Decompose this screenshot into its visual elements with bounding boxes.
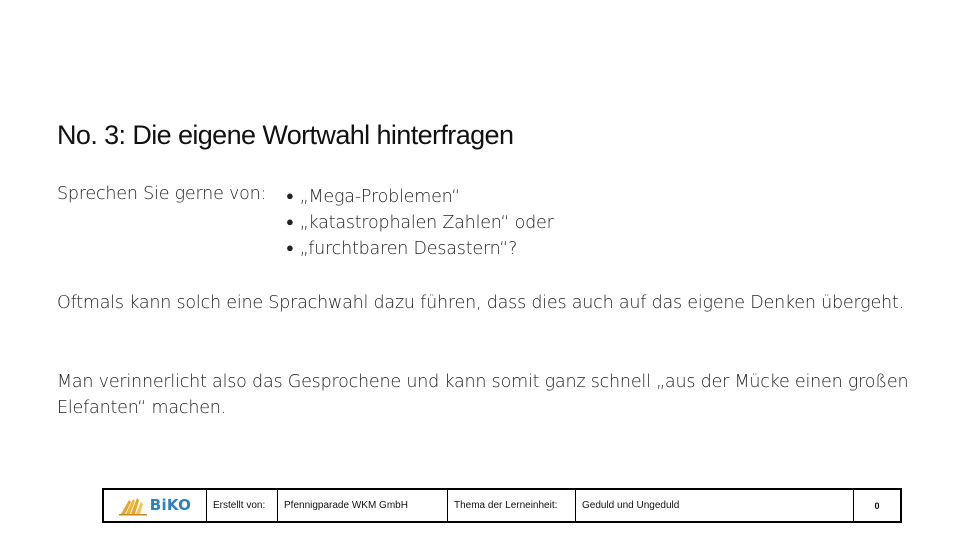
topic-value: Geduld und Ungeduld (576, 490, 854, 521)
paragraph-2: Man verinnerlicht also das Gesprochene und kann somit ganz schnell „aus der Mücke einen großen Elefanten“ machen. (57, 372, 909, 418)
paragraph-1: Oftmals kann solch eine Sprachwahl dazu führen, dass dies auch auf das eigene Denken übergeht. (57, 293, 904, 313)
bullet-item (286, 210, 554, 236)
bullet-text: „katastrophalen Zahlen“ oder (299, 213, 554, 233)
created-by-value: Pfennigparade WKM GmbH (278, 490, 448, 521)
bullet-dot-icon: ● (286, 189, 294, 204)
biko-logo (119, 496, 191, 516)
bullet-text: „furchtbaren Desastern“? (299, 239, 518, 259)
biko-logo-wordmark (150, 498, 191, 513)
bullet-dot-icon: ● (286, 215, 294, 230)
bullet-list (286, 184, 554, 262)
logo-text: BiKO (149, 496, 192, 514)
bullet-text: „Mega-Problemen“ (299, 187, 461, 207)
bullet-dot-icon: ● (286, 241, 294, 256)
footer-bar (102, 488, 902, 523)
slide-title: No. 3: Die eigene Wortwahl hinterfragen (57, 120, 514, 150)
topic-label: Thema der Lerneinheit: (448, 490, 576, 521)
question-lead: Sprechen Sie gerne von: (57, 184, 267, 204)
bullet-item (286, 184, 554, 210)
footer-logo-cell (104, 490, 207, 521)
bullet-item (286, 236, 554, 262)
page-number: 0 (874, 500, 880, 511)
created-by-label: Erstellt von: (207, 490, 278, 521)
biko-logo-icon (119, 496, 147, 516)
